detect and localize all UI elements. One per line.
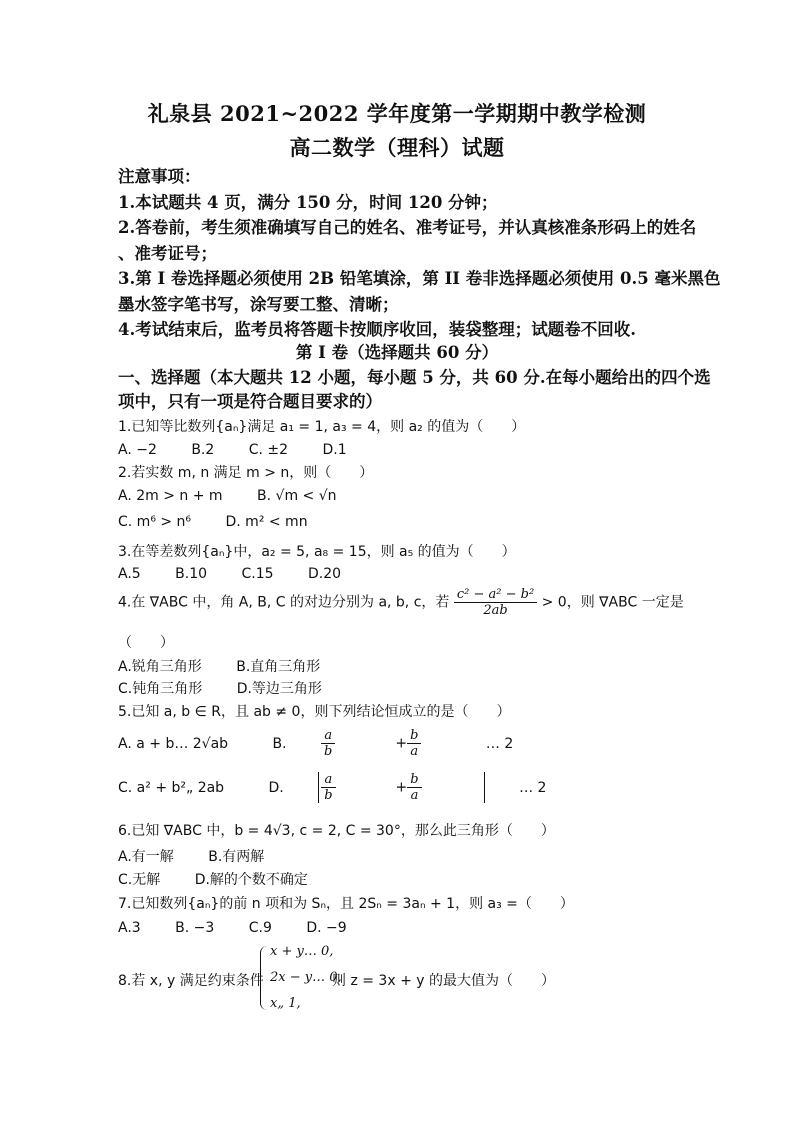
question-2-options-row2	[118, 514, 338, 530]
q2-option-a: A. 2m > n + m	[118, 488, 223, 504]
q5-option-d-tail: … 2	[519, 779, 547, 796]
note-3b: 墨水签字笔书写，涂写要工整、清晰；	[118, 295, 399, 314]
q5-option-b-label: B.	[272, 735, 287, 752]
q1-option-b: B.2	[191, 442, 215, 458]
notes-heading: 注意事项：	[118, 167, 201, 186]
question-1: 1.已知等比数列{aₙ}满足 a₁ = 1, a₃ = 4，则 a₂ 的值为（ ）	[118, 419, 526, 435]
part1-instructions-a: 一、选择题（本大题共 12 小题，每小题 5 分，共 60 分.在每小题给出的四个选	[118, 368, 711, 387]
question-4-options-row2	[118, 678, 352, 698]
q5-option-d	[269, 772, 577, 803]
q4-option-c: C.钝角三角形	[118, 681, 203, 697]
note-3a: 3.第 I 卷选择题必须使用 2B 铅笔填涂，第 II 卷非选择题必须使用 0.5 毫米黑色	[118, 269, 721, 288]
q6-option-c: C.无解	[118, 872, 161, 888]
question-3-options	[118, 566, 371, 582]
q2-option-c: C. m⁶ > n⁶	[118, 514, 192, 530]
question-2: 2.若实数 m, n 满足 m > n，则（ ）	[118, 465, 374, 481]
q1-option-a: A. −2	[118, 442, 157, 458]
question-5-options-row1	[118, 728, 543, 759]
q1-option-d: D.1	[322, 442, 347, 458]
question-1-options	[118, 442, 377, 458]
part1-instructions-b: 项中，只有一项是符合题目要求的）	[118, 392, 382, 411]
q2-option-d: D. m² < mn	[225, 514, 308, 530]
question-7: 7.已知数列{aₙ}的前 n 项和为 Sₙ，且 2Sₙ = 3aₙ + 1，则 a₃ =（ ）	[118, 896, 574, 912]
q5-option-d-abs: $\frac{a}{b}$ + $\frac{b}{a}$	[318, 772, 484, 803]
q4-stem-post: > 0，则 ∇ABC 一定是	[541, 594, 684, 611]
question-6-options-row2	[118, 869, 338, 889]
q7-option-d: D. −9	[306, 920, 347, 936]
q5-option-b-frac2: $\frac{b}{a}$	[407, 728, 451, 759]
q3-option-a: A.5	[118, 566, 141, 582]
question-6-options-row1	[118, 846, 294, 866]
section-heading: 第 I 卷（选择题共 60 分）	[295, 343, 499, 362]
q4-option-b: B.直角三角形	[236, 659, 321, 675]
q4-stem-pre: 4.在 ∇ABC 中，角 A, B, C 的对边分别为 a, b, c，若	[118, 594, 450, 611]
q5-option-b: B. $\frac{a}{b}$ + $\frac{b}{a}$ … 2	[272, 728, 514, 759]
note-2b: 、准考证号；	[118, 244, 217, 263]
q5-option-a: A. a + b… 2√ab	[118, 735, 229, 752]
q2-option-b: B. √m < √n	[257, 488, 337, 504]
q5-option-d-label: D.	[268, 779, 284, 796]
q4-fraction	[454, 587, 537, 618]
q8-constraint-1: x + y… 0,	[270, 944, 334, 959]
note-4: 4.考试结束后，监考员将答题卡按顺序收回，装袋整理；试题卷不回收.	[118, 320, 636, 339]
q1-option-c: C. ±2	[248, 442, 289, 458]
q8-constraint-3: x„ 1,	[270, 996, 301, 1011]
q7-option-c: C.9	[248, 920, 272, 936]
question-8-pre: 8.若 x, y 满足约束条件	[118, 973, 264, 989]
q5-option-c: C. a² + b²„ 2ab	[118, 779, 225, 796]
q8-brace	[260, 946, 267, 1010]
question-7-options	[118, 920, 377, 936]
note-2a: 2.答卷前，考生须准确填写自己的姓名、准考证号，并认真核准条形码上的姓名	[118, 218, 697, 237]
q3-option-d: D.20	[307, 566, 342, 582]
question-5-options-row2	[118, 772, 576, 803]
q4-option-a: A.锐角三角形	[118, 659, 202, 675]
question-8-post: 则 z = 3x + y 的最大值为（ ）	[332, 973, 555, 989]
question-3: 3.在等差数列{aₙ}中，a₂ = 5, a₈ = 15，则 a₅ 的值为（ ）	[118, 544, 516, 560]
q7-option-a: A.3	[118, 920, 141, 936]
question-6: 6.已知 ∇ABC 中，b = 4√3, c = 2, C = 30°，那么此三角形（ ）	[118, 823, 555, 839]
question-5: 5.已知 a, b ∈ R，且 ab ≠ 0，则下列结论恒成立的是（ ）	[118, 704, 511, 720]
q4-fraction-denominator: 2ab	[483, 603, 508, 618]
exam-subtitle: 高二数学（理科）试题	[289, 135, 505, 160]
note-1: 1.本试题共 4 页，满分 150 分，时间 120 分钟；	[118, 193, 498, 212]
exam-title: 礼泉县 2021~2022 学年度第一学期期中教学检测	[147, 101, 647, 126]
q4-answer-paren: （ ）	[118, 635, 174, 651]
q8-constraint-2: 2x − y… 0,	[270, 970, 342, 985]
q3-option-c: C.15	[241, 566, 274, 582]
question-4	[118, 587, 684, 618]
q3-option-b: B.10	[175, 566, 208, 582]
question-2-options-row1	[118, 488, 367, 504]
q7-option-b: B. −3	[175, 920, 215, 936]
q6-option-b: B.有两解	[208, 849, 265, 865]
q6-option-d: D.解的个数不确定	[194, 872, 308, 888]
question-4-options-row1	[118, 656, 350, 676]
q4-fraction-numerator: c² − a² − b²	[454, 587, 537, 603]
q5-option-b-tail: … 2	[485, 735, 514, 752]
q5-option-b-frac1: $\frac{a}{b}$	[321, 728, 365, 759]
q4-option-d: D.等边三角形	[236, 681, 322, 697]
q6-option-a: A.有一解	[118, 849, 174, 865]
